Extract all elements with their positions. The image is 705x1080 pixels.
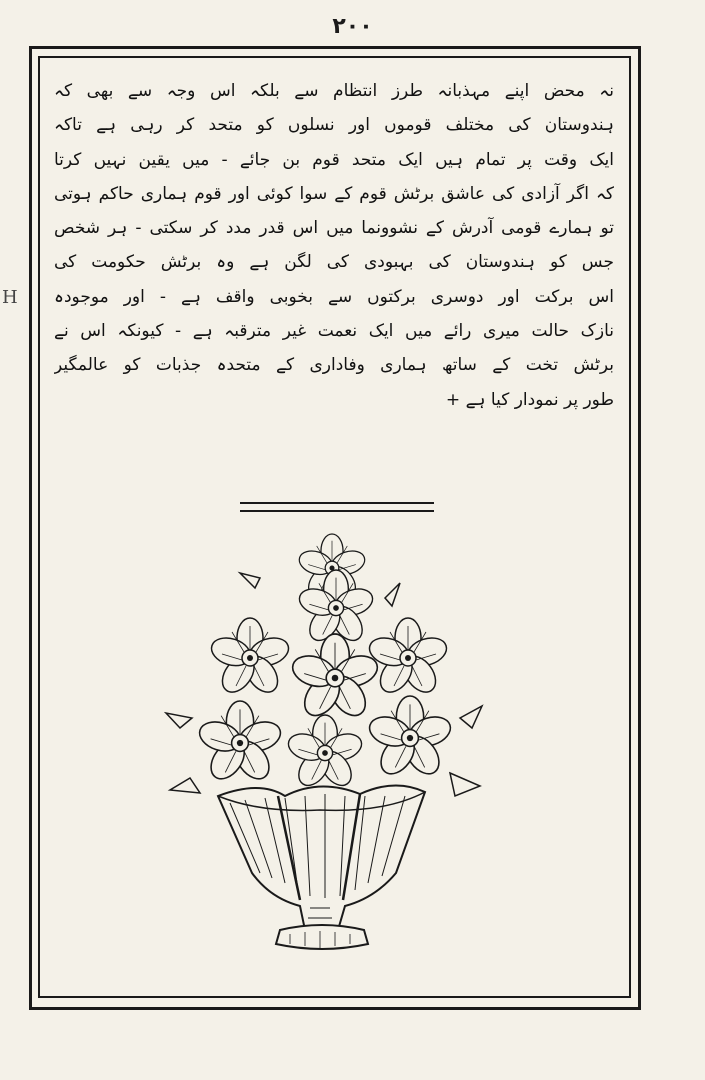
text-line: تو ہمارے قومی آدرش کے نشوونما میں اس قدر مدد کر سکتی - ہر شخص	[54, 218, 614, 239]
flower-vase-illustration	[160, 528, 490, 968]
text-line: برٹش تخت کے ساتھ ہماری وفاداری کے متحدہ جذبات کو عالمگیر	[54, 355, 614, 376]
page-number: ۲۰۰	[332, 14, 373, 39]
text-line: جس کو ہندوستان کی بہبودی کی لگن ہے وہ برٹش حکومت کی	[54, 252, 614, 273]
text-line: ایک وقت پر تمام ہیں ایک متحد قوم بن جائے - میں یقین نہیں کرتا	[54, 149, 614, 170]
flower-vase-icon	[160, 528, 490, 968]
text-line: اس برکت اور دوسری برکتوں سے بخوبی واقف ہے - اور موجودہ	[54, 286, 614, 307]
text-line: ہندوستان کی مختلف قوموں اور نسلوں کو متحد کر رہی ہے تاکہ	[54, 115, 614, 136]
margin-mark: H	[2, 287, 18, 308]
text-line: کہ اگر آزادی کی عاشق برٹش قوم کے سوا کوئی اور قوم ہماری حاکم ہوتی	[54, 183, 614, 204]
text-line: نہ محض اپنے مہذبانہ طرز انتظام سے بلکہ اس وجہ سے بھی کہ	[54, 81, 614, 101]
text-line: طور پر نمودار کیا ہے +	[445, 389, 614, 410]
text-line: نازک حالت میری رائے میں ایک نعمت غیر مترقبہ ہے - کیونکہ اس نے	[54, 321, 614, 342]
body-text	[54, 74, 614, 417]
section-divider	[240, 502, 434, 514]
